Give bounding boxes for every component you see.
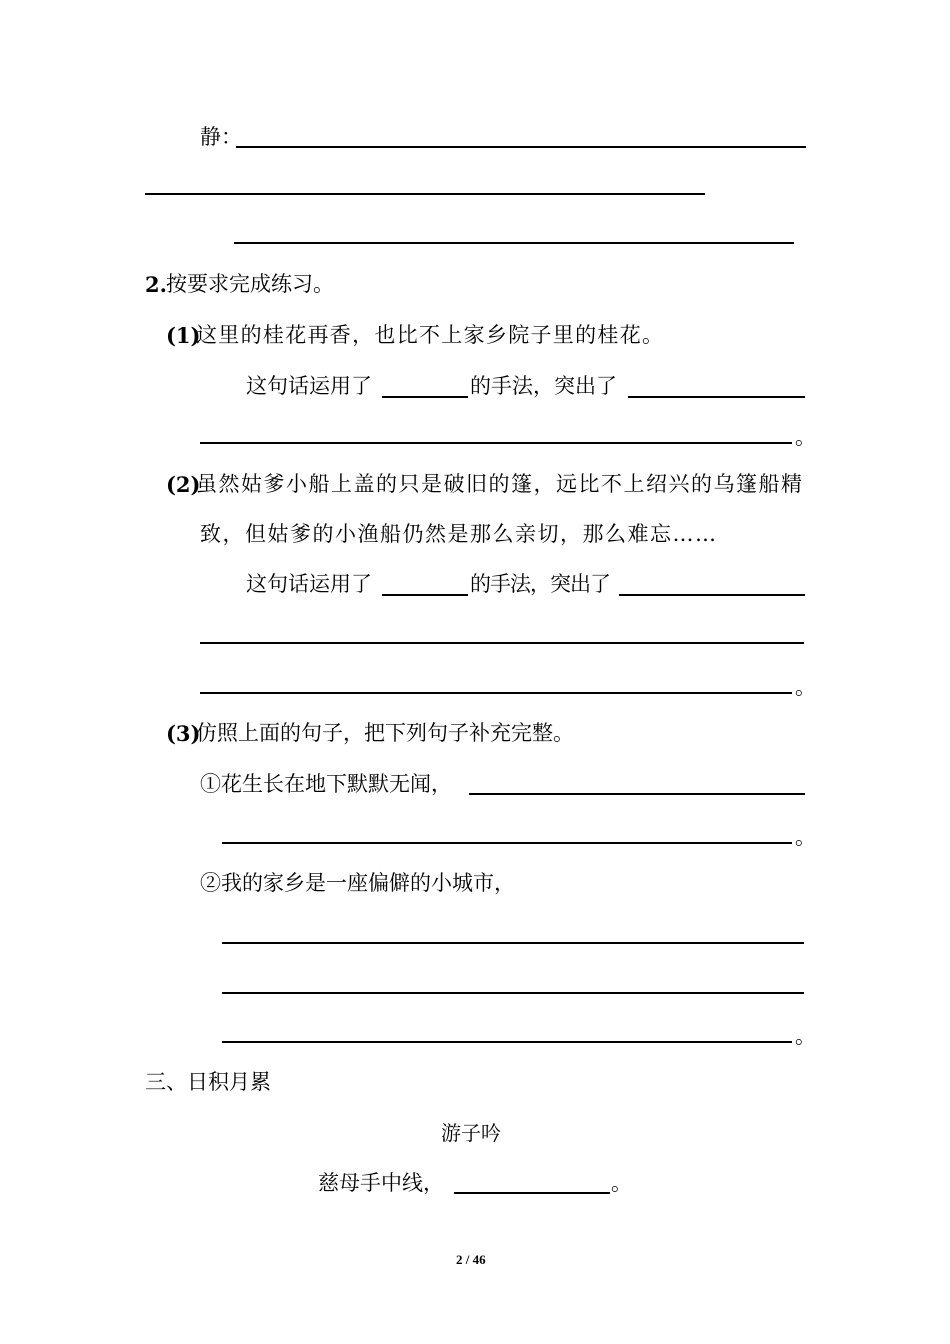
sub-question-2-sentence-line2: 致，但姑爹的小渔船仍然是那么亲切，那么难忘……	[200, 522, 718, 546]
answer-line-jing-2[interactable]	[145, 193, 705, 195]
answer-blank-poem-1[interactable]	[454, 1192, 610, 1194]
sub-question-1-sentence: 这里的桂花再香，也比不上家乡院子里的桂花。	[196, 323, 665, 347]
sub-question-2-prompt-a: 这句话运用了	[246, 572, 372, 596]
sub-question-2-sentence-line1: 虽然姑爹小船上盖的只是破旧的篷，远比不上绍兴的乌篷船精	[196, 472, 804, 496]
imitation-item-2-end: 。	[795, 1024, 816, 1048]
answer-blank-3-2c[interactable]	[222, 1041, 792, 1043]
question-2-heading: 按要求完成练习。	[166, 272, 334, 296]
poem-line-1-end: 。	[611, 1171, 632, 1195]
sub-question-2-end: 。	[795, 675, 816, 699]
poem-line-1: 慈母手中线，	[318, 1171, 444, 1195]
imitation-item-1-end: 。	[795, 825, 816, 849]
answer-blank-2-effect-b[interactable]	[200, 642, 804, 644]
answer-line-jing-3[interactable]	[234, 242, 794, 244]
sub-question-1-prompt-b: 的手法，突出了	[470, 374, 617, 398]
answer-blank-3-2a[interactable]	[222, 942, 804, 944]
sub-question-3-number: (3)	[166, 721, 201, 746]
poem-title: 游子吟	[441, 1121, 501, 1145]
sub-question-1-prompt-a: 这句话运用了	[246, 374, 372, 398]
sub-question-1-end: 。	[795, 425, 816, 449]
answer-blank-1-effect-a[interactable]	[628, 396, 805, 398]
answer-blank-1-technique[interactable]	[382, 396, 468, 398]
imitation-item-2: ②我的家乡是一座偏僻的小城市，	[200, 871, 515, 895]
sub-question-3-instruction: 仿照上面的句子，把下列句子补充完整。	[196, 721, 574, 745]
question-2-number: 2.	[145, 272, 167, 297]
answer-blank-3-1b[interactable]	[222, 842, 792, 844]
answer-line-jing-1[interactable]	[236, 146, 806, 148]
answer-blank-2-technique[interactable]	[382, 594, 468, 596]
sub-question-1-number: (1)	[166, 323, 201, 348]
sub-question-2-prompt-b: 的手法，突出了	[470, 572, 610, 596]
answer-blank-3-1a[interactable]	[469, 793, 805, 795]
page-number: 2 / 46	[456, 1252, 486, 1267]
imitation-item-1: ①花生长在地下默默无闻，	[200, 772, 452, 796]
answer-blank-2-effect-c[interactable]	[200, 692, 792, 694]
jing-label: 静：	[200, 125, 242, 149]
answer-blank-2-effect-a[interactable]	[619, 594, 805, 596]
answer-blank-3-2b[interactable]	[222, 992, 804, 994]
section-3-heading: 三、日积月累	[145, 1070, 271, 1094]
sub-question-2-number: (2)	[166, 472, 201, 497]
answer-blank-1-effect-b[interactable]	[200, 442, 792, 444]
